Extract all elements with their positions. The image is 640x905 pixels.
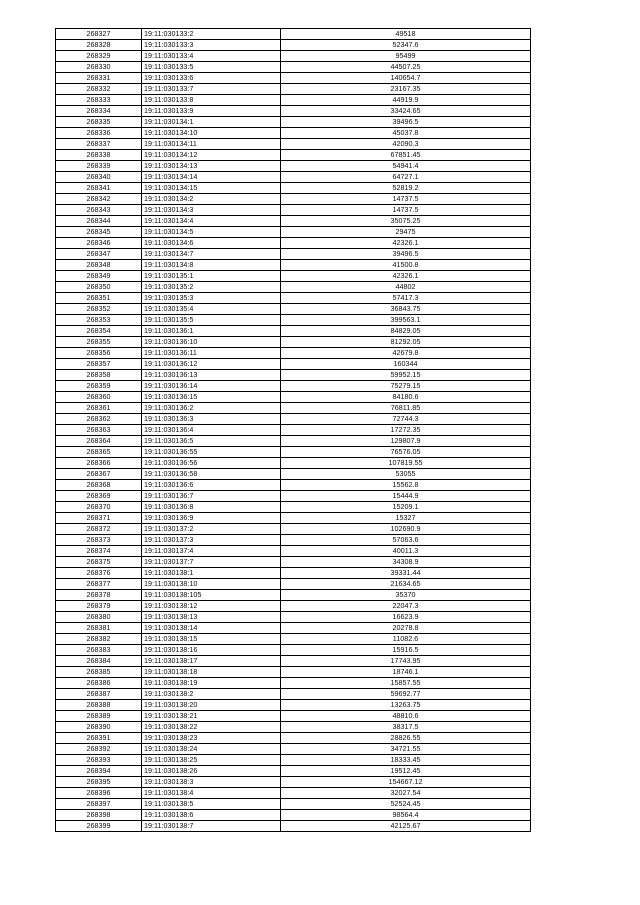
- amount-cell: 57063.6: [281, 535, 531, 546]
- record-id-cell: 268391: [56, 733, 142, 744]
- cadastral-number-cell: 19:11:030138:16: [142, 645, 281, 656]
- amount-cell: 34308.9: [281, 557, 531, 568]
- table-row: [56, 194, 531, 205]
- cadastral-number-cell: 19:11:030137:4: [142, 546, 281, 557]
- cadastral-number-cell: 19:11:030138:14: [142, 623, 281, 634]
- record-id-cell: 268381: [56, 623, 142, 634]
- amount-cell: 67851.45: [281, 150, 531, 161]
- cadastral-number-cell: 19:11:030138:22: [142, 722, 281, 733]
- amount-cell: 21634.65: [281, 579, 531, 590]
- amount-cell: 17743.95: [281, 656, 531, 667]
- table-row: [56, 95, 531, 106]
- record-id-cell: 268362: [56, 414, 142, 425]
- table-row: [56, 337, 531, 348]
- amount-cell: 59692.77: [281, 689, 531, 700]
- amount-cell: 18746.1: [281, 667, 531, 678]
- table-row: [56, 370, 531, 381]
- table-row: [56, 656, 531, 667]
- table-row: [56, 788, 531, 799]
- amount-cell: 84180.6: [281, 392, 531, 403]
- table-row: [56, 172, 531, 183]
- cadastral-number-cell: 19:11:030134:4: [142, 216, 281, 227]
- amount-cell: 35370: [281, 590, 531, 601]
- record-id-cell: 268340: [56, 172, 142, 183]
- cadastral-number-cell: 19:11:030136:8: [142, 502, 281, 513]
- cadastral-number-cell: 19:11:030134:11: [142, 139, 281, 150]
- cadastral-number-cell: 19:11:030138:15: [142, 634, 281, 645]
- table-row: [56, 304, 531, 315]
- table-row: [56, 29, 531, 40]
- amount-cell: 57417.3: [281, 293, 531, 304]
- table-row: [56, 557, 531, 568]
- amount-cell: 14737.5: [281, 205, 531, 216]
- record-id-cell: 268354: [56, 326, 142, 337]
- amount-cell: 15857.55: [281, 678, 531, 689]
- amount-cell: 84829.05: [281, 326, 531, 337]
- table-row: [56, 326, 531, 337]
- cadastral-number-cell: 19:11:030136:12: [142, 359, 281, 370]
- amount-cell: 52524.45: [281, 799, 531, 810]
- amount-cell: 18333.45: [281, 755, 531, 766]
- cadastral-number-cell: 19:11:030134:2: [142, 194, 281, 205]
- table-row: [56, 612, 531, 623]
- record-id-cell: 268398: [56, 810, 142, 821]
- cadastral-number-cell: 19:11:030134:3: [142, 205, 281, 216]
- cadastral-number-cell: 19:11:030138:3: [142, 777, 281, 788]
- record-id-cell: 268379: [56, 601, 142, 612]
- table-row: [56, 755, 531, 766]
- cadastral-number-cell: 19:11:030136:15: [142, 392, 281, 403]
- amount-cell: 42326.1: [281, 271, 531, 282]
- table-row: [56, 513, 531, 524]
- cadastral-number-cell: 19:11:030133:4: [142, 51, 281, 62]
- cadastral-number-cell: 19:11:030133:6: [142, 73, 281, 84]
- cadastral-number-cell: 19:11:030135:4: [142, 304, 281, 315]
- table-row: [56, 810, 531, 821]
- cadastral-number-cell: 19:11:030133:9: [142, 106, 281, 117]
- cadastral-number-cell: 19:11:030138:5: [142, 799, 281, 810]
- cadastral-number-cell: 19:11:030134:5: [142, 227, 281, 238]
- record-id-cell: 268395: [56, 777, 142, 788]
- amount-cell: 39331.44: [281, 568, 531, 579]
- record-id-cell: 268393: [56, 755, 142, 766]
- table-row: [56, 139, 531, 150]
- amount-cell: 40011.3: [281, 546, 531, 557]
- amount-cell: 35075.25: [281, 216, 531, 227]
- table-row: [56, 744, 531, 755]
- cadastral-number-cell: 19:11:030135:5: [142, 315, 281, 326]
- amount-cell: 48810.6: [281, 711, 531, 722]
- table-row: [56, 491, 531, 502]
- table-row: [56, 315, 531, 326]
- amount-cell: 42125.67: [281, 821, 531, 832]
- amount-cell: 76811.85: [281, 403, 531, 414]
- amount-cell: 20278.8: [281, 623, 531, 634]
- amount-cell: 22047.3: [281, 601, 531, 612]
- record-id-cell: 268344: [56, 216, 142, 227]
- record-id-cell: 268384: [56, 656, 142, 667]
- record-id-cell: 268375: [56, 557, 142, 568]
- table-row: [56, 403, 531, 414]
- amount-cell: 15209.1: [281, 502, 531, 513]
- amount-cell: 81292.05: [281, 337, 531, 348]
- table-row: [56, 249, 531, 260]
- amount-cell: 38317.5: [281, 722, 531, 733]
- record-id-cell: 268374: [56, 546, 142, 557]
- table-row: [56, 348, 531, 359]
- cadastral-number-cell: 19:11:030138:105: [142, 590, 281, 601]
- amount-cell: 53055: [281, 469, 531, 480]
- cadastral-number-cell: 19:11:030134:12: [142, 150, 281, 161]
- table-row: [56, 568, 531, 579]
- amount-cell: 11082.6: [281, 634, 531, 645]
- record-id-cell: 268383: [56, 645, 142, 656]
- cadastral-number-cell: 19:11:030136:58: [142, 469, 281, 480]
- cadastral-number-cell: 19:11:030135:1: [142, 271, 281, 282]
- record-id-cell: 268351: [56, 293, 142, 304]
- record-id-cell: 268358: [56, 370, 142, 381]
- record-id-cell: 268357: [56, 359, 142, 370]
- amount-cell: 54941.4: [281, 161, 531, 172]
- record-id-cell: 268346: [56, 238, 142, 249]
- record-id-cell: 268387: [56, 689, 142, 700]
- cadastral-number-cell: 19:11:030133:7: [142, 84, 281, 95]
- record-id-cell: 268361: [56, 403, 142, 414]
- record-id-cell: 268345: [56, 227, 142, 238]
- table-row: [56, 502, 531, 513]
- record-id-cell: 268380: [56, 612, 142, 623]
- amount-cell: 15444.9: [281, 491, 531, 502]
- record-id-cell: 268341: [56, 183, 142, 194]
- amount-cell: 19512.45: [281, 766, 531, 777]
- table-row: [56, 106, 531, 117]
- table-row: [56, 480, 531, 491]
- amount-cell: 98564.4: [281, 810, 531, 821]
- amount-cell: 15916.5: [281, 645, 531, 656]
- record-id-cell: 268392: [56, 744, 142, 755]
- table-row: [56, 469, 531, 480]
- cadastral-number-cell: 19:11:030138:24: [142, 744, 281, 755]
- amount-cell: 39496.5: [281, 117, 531, 128]
- cadastral-number-cell: 19:11:030134:1: [142, 117, 281, 128]
- cadastral-number-cell: 19:11:030135:3: [142, 293, 281, 304]
- cadastral-number-cell: 19:11:030136:56: [142, 458, 281, 469]
- table-row: [56, 359, 531, 370]
- record-id-cell: 268399: [56, 821, 142, 832]
- record-id-cell: 268342: [56, 194, 142, 205]
- table-row: [56, 40, 531, 51]
- record-id-cell: 268367: [56, 469, 142, 480]
- amount-cell: 107819.55: [281, 458, 531, 469]
- cadastral-number-cell: 19:11:030138:7: [142, 821, 281, 832]
- amount-cell: 160344: [281, 359, 531, 370]
- table-row: [56, 524, 531, 535]
- cadastral-number-cell: 19:11:030136:1: [142, 326, 281, 337]
- cadastral-number-cell: 19:11:030134:13: [142, 161, 281, 172]
- table-row: [56, 535, 531, 546]
- table-row: [56, 601, 531, 612]
- table-row: [56, 62, 531, 73]
- table-row: [56, 282, 531, 293]
- record-id-cell: 268353: [56, 315, 142, 326]
- amount-cell: 399563.1: [281, 315, 531, 326]
- cadastral-number-cell: 19:11:030134:14: [142, 172, 281, 183]
- record-id-cell: 268335: [56, 117, 142, 128]
- cadastral-number-cell: 19:11:030133:3: [142, 40, 281, 51]
- cadastral-number-cell: 19:11:030134:10: [142, 128, 281, 139]
- cadastral-number-cell: 19:11:030133:5: [142, 62, 281, 73]
- record-id-cell: 268336: [56, 128, 142, 139]
- amount-cell: 23167.35: [281, 84, 531, 95]
- table-row: [56, 447, 531, 458]
- amount-cell: 44919.9: [281, 95, 531, 106]
- record-id-cell: 268396: [56, 788, 142, 799]
- amount-cell: 52347.6: [281, 40, 531, 51]
- table-row: [56, 51, 531, 62]
- table-row: [56, 73, 531, 84]
- record-id-cell: 268377: [56, 579, 142, 590]
- record-id-cell: 268330: [56, 62, 142, 73]
- table-row: [56, 117, 531, 128]
- record-id-cell: 268373: [56, 535, 142, 546]
- record-id-cell: 268364: [56, 436, 142, 447]
- amount-cell: 76576.05: [281, 447, 531, 458]
- record-id-cell: 268332: [56, 84, 142, 95]
- cadastral-number-cell: 19:11:030136:2: [142, 403, 281, 414]
- cadastral-number-cell: 19:11:030138:2: [142, 689, 281, 700]
- table-row: [56, 733, 531, 744]
- record-id-cell: 268334: [56, 106, 142, 117]
- data-table: [55, 28, 531, 832]
- amount-cell: 34721.55: [281, 744, 531, 755]
- record-id-cell: 268352: [56, 304, 142, 315]
- table-row: [56, 623, 531, 634]
- cadastral-number-cell: 19:11:030133:8: [142, 95, 281, 106]
- amount-cell: 17272.35: [281, 425, 531, 436]
- cadastral-number-cell: 19:11:030138:4: [142, 788, 281, 799]
- record-id-cell: 268327: [56, 29, 142, 40]
- cadastral-number-cell: 19:11:030137:7: [142, 557, 281, 568]
- table-row: [56, 722, 531, 733]
- table-row: [56, 645, 531, 656]
- table-row: [56, 216, 531, 227]
- amount-cell: 154667.12: [281, 777, 531, 788]
- table-row: [56, 590, 531, 601]
- table-row: [56, 689, 531, 700]
- table-row: [56, 293, 531, 304]
- amount-cell: 16623.9: [281, 612, 531, 623]
- cadastral-number-cell: 19:11:030134:15: [142, 183, 281, 194]
- cadastral-number-cell: 19:11:030138:12: [142, 601, 281, 612]
- amount-cell: 33424.65: [281, 106, 531, 117]
- record-id-cell: 268382: [56, 634, 142, 645]
- record-id-cell: 268365: [56, 447, 142, 458]
- record-id-cell: 268394: [56, 766, 142, 777]
- record-id-cell: 268389: [56, 711, 142, 722]
- record-id-cell: 268390: [56, 722, 142, 733]
- table-row: [56, 546, 531, 557]
- amount-cell: 32027.54: [281, 788, 531, 799]
- record-id-cell: 268385: [56, 667, 142, 678]
- record-id-cell: 268343: [56, 205, 142, 216]
- table-row: [56, 271, 531, 282]
- cadastral-number-cell: 19:11:030138:25: [142, 755, 281, 766]
- amount-cell: 45037.8: [281, 128, 531, 139]
- table-body: [56, 29, 531, 832]
- record-id-cell: 268388: [56, 700, 142, 711]
- table-row: [56, 227, 531, 238]
- amount-cell: 49518: [281, 29, 531, 40]
- cadastral-number-cell: 19:11:030136:4: [142, 425, 281, 436]
- record-id-cell: 268356: [56, 348, 142, 359]
- record-id-cell: 268376: [56, 568, 142, 579]
- amount-cell: 14737.5: [281, 194, 531, 205]
- amount-cell: 28826.55: [281, 733, 531, 744]
- amount-cell: 140654.7: [281, 73, 531, 84]
- cadastral-number-cell: 19:11:030134:6: [142, 238, 281, 249]
- table-row: [56, 766, 531, 777]
- record-id-cell: 268378: [56, 590, 142, 601]
- cadastral-number-cell: 19:11:030138:6: [142, 810, 281, 821]
- table-row: [56, 414, 531, 425]
- record-id-cell: 268360: [56, 392, 142, 403]
- table-row: [56, 579, 531, 590]
- amount-cell: 129807.9: [281, 436, 531, 447]
- record-id-cell: 268331: [56, 73, 142, 84]
- cadastral-number-cell: 19:11:030136:13: [142, 370, 281, 381]
- amount-cell: 75279.15: [281, 381, 531, 392]
- table-row: [56, 183, 531, 194]
- cadastral-number-cell: 19:11:030138:13: [142, 612, 281, 623]
- amount-cell: 44507.25: [281, 62, 531, 73]
- cadastral-number-cell: 19:11:030134:8: [142, 260, 281, 271]
- amount-cell: 102690.9: [281, 524, 531, 535]
- table-row: [56, 667, 531, 678]
- cadastral-number-cell: 19:11:030136:10: [142, 337, 281, 348]
- amount-cell: 95499: [281, 51, 531, 62]
- cadastral-number-cell: 19:11:030138:26: [142, 766, 281, 777]
- amount-cell: 42326.1: [281, 238, 531, 249]
- table-row: [56, 150, 531, 161]
- cadastral-number-cell: 19:11:030138:18: [142, 667, 281, 678]
- record-id-cell: 268348: [56, 260, 142, 271]
- record-id-cell: 268328: [56, 40, 142, 51]
- table-row: [56, 711, 531, 722]
- record-id-cell: 268350: [56, 282, 142, 293]
- record-id-cell: 268372: [56, 524, 142, 535]
- table-row: [56, 777, 531, 788]
- table-row: [56, 634, 531, 645]
- record-id-cell: 268355: [56, 337, 142, 348]
- amount-cell: 72744.3: [281, 414, 531, 425]
- table-row: [56, 128, 531, 139]
- cadastral-number-cell: 19:11:030138:21: [142, 711, 281, 722]
- cadastral-number-cell: 19:11:030138:20: [142, 700, 281, 711]
- amount-cell: 29475: [281, 227, 531, 238]
- record-id-cell: 268338: [56, 150, 142, 161]
- cadastral-number-cell: 19:11:030138:1: [142, 568, 281, 579]
- record-id-cell: 268347: [56, 249, 142, 260]
- cadastral-number-cell: 19:11:030136:9: [142, 513, 281, 524]
- record-id-cell: 268397: [56, 799, 142, 810]
- record-id-cell: 268369: [56, 491, 142, 502]
- cadastral-number-cell: 19:11:030138:10: [142, 579, 281, 590]
- amount-cell: 59952.15: [281, 370, 531, 381]
- table-row: [56, 700, 531, 711]
- amount-cell: 39496.5: [281, 249, 531, 260]
- record-id-cell: 268366: [56, 458, 142, 469]
- table-row: [56, 260, 531, 271]
- record-id-cell: 268349: [56, 271, 142, 282]
- amount-cell: 64727.1: [281, 172, 531, 183]
- cadastral-number-cell: 19:11:030136:7: [142, 491, 281, 502]
- cadastral-number-cell: 19:11:030137:2: [142, 524, 281, 535]
- record-id-cell: 268371: [56, 513, 142, 524]
- table-row: [56, 821, 531, 832]
- table-row: [56, 84, 531, 95]
- amount-cell: 44802: [281, 282, 531, 293]
- table-row: [56, 205, 531, 216]
- record-id-cell: 268386: [56, 678, 142, 689]
- cadastral-number-cell: 19:11:030136:55: [142, 447, 281, 458]
- amount-cell: 13263.75: [281, 700, 531, 711]
- record-id-cell: 268339: [56, 161, 142, 172]
- cadastral-number-cell: 19:11:030136:5: [142, 436, 281, 447]
- cadastral-number-cell: 19:11:030134:7: [142, 249, 281, 260]
- table-row: [56, 392, 531, 403]
- cadastral-number-cell: 19:11:030136:14: [142, 381, 281, 392]
- record-id-cell: 268329: [56, 51, 142, 62]
- table-row: [56, 238, 531, 249]
- record-id-cell: 268368: [56, 480, 142, 491]
- cadastral-number-cell: 19:11:030136:11: [142, 348, 281, 359]
- cadastral-number-cell: 19:11:030138:17: [142, 656, 281, 667]
- cadastral-number-cell: 19:11:030136:6: [142, 480, 281, 491]
- table-row: [56, 161, 531, 172]
- amount-cell: 15562.8: [281, 480, 531, 491]
- table-row: [56, 425, 531, 436]
- amount-cell: 15327: [281, 513, 531, 524]
- record-id-cell: 268337: [56, 139, 142, 150]
- cadastral-number-cell: 19:11:030135:2: [142, 282, 281, 293]
- cadastral-number-cell: 19:11:030138:19: [142, 678, 281, 689]
- cadastral-number-cell: 19:11:030136:3: [142, 414, 281, 425]
- amount-cell: 42679.8: [281, 348, 531, 359]
- table-row: [56, 381, 531, 392]
- table-row: [56, 436, 531, 447]
- cadastral-number-cell: 19:11:030138:23: [142, 733, 281, 744]
- amount-cell: 41500.8: [281, 260, 531, 271]
- table-row: [56, 458, 531, 469]
- record-id-cell: 268359: [56, 381, 142, 392]
- table-row: [56, 678, 531, 689]
- record-id-cell: 268370: [56, 502, 142, 513]
- amount-cell: 42090.3: [281, 139, 531, 150]
- cadastral-number-cell: 19:11:030133:2: [142, 29, 281, 40]
- amount-cell: 52819.2: [281, 183, 531, 194]
- record-id-cell: 268333: [56, 95, 142, 106]
- record-id-cell: 268363: [56, 425, 142, 436]
- amount-cell: 36843.75: [281, 304, 531, 315]
- table-row: [56, 799, 531, 810]
- cadastral-number-cell: 19:11:030137:3: [142, 535, 281, 546]
